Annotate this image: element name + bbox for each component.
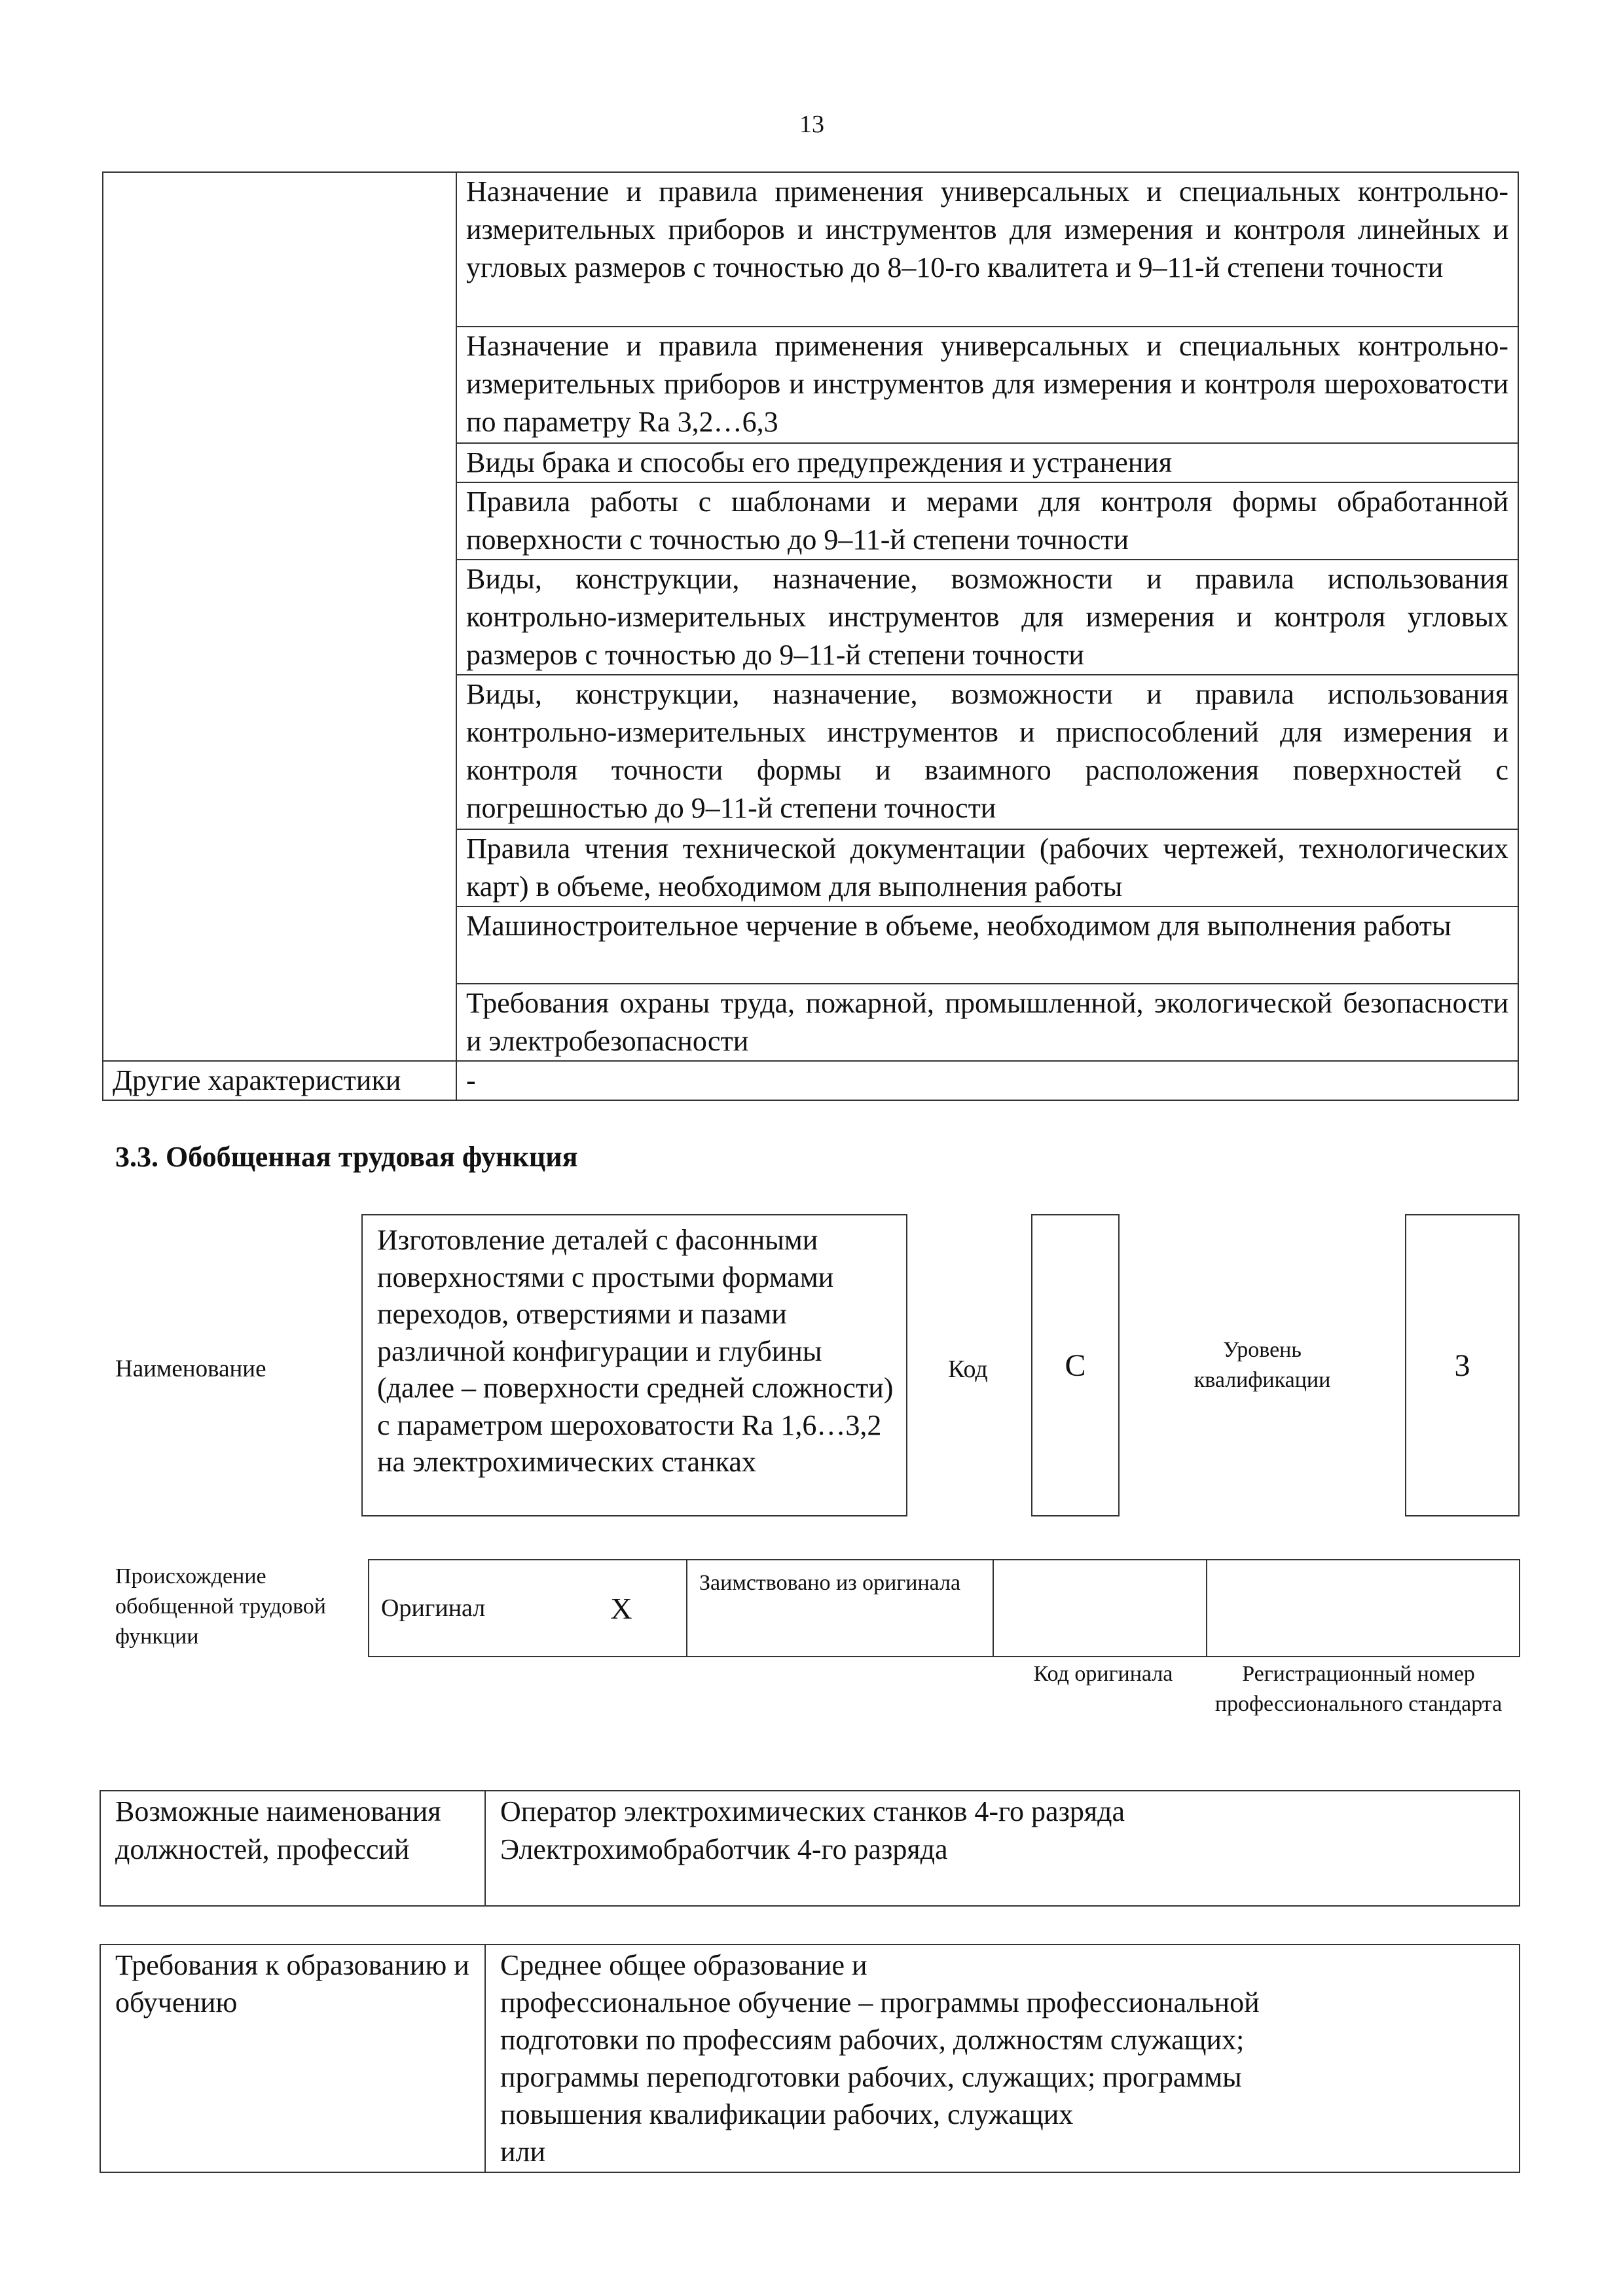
- code-label: Код: [948, 1355, 988, 1383]
- table-row: [103, 482, 1518, 560]
- positions-table: [100, 1790, 1520, 1907]
- table-row: [103, 984, 1518, 1061]
- education-label: Требования к образованию и обучению: [100, 1945, 485, 2172]
- table-row: [103, 829, 1518, 906]
- table-row: [103, 560, 1518, 675]
- table-row: [103, 675, 1518, 829]
- page-number: 13: [799, 111, 824, 138]
- knowledge-label-cell: [103, 984, 456, 1061]
- registration-number-cell: [1207, 1560, 1520, 1657]
- knowledge-label-cell: [103, 482, 456, 560]
- borrowed-label: Заимствовано из оригинала: [687, 1560, 993, 1657]
- original-mark: X: [556, 1560, 687, 1657]
- knowledge-item: Правила работы с шаблонами и мерами для контроля формы обработанной поверхности с точностью до 9–11-й степени точности: [456, 482, 1518, 560]
- positions-values: [485, 1791, 1520, 1906]
- knowledge-item: Машиностроительное черчение в объеме, необходимом для выполнения работы: [456, 906, 1518, 984]
- knowledge-label-cell: [103, 829, 456, 906]
- knowledge-label-cell: [103, 443, 456, 482]
- code-value: C: [1031, 1214, 1120, 1516]
- registration-number-caption: Регистрационный номер профессионального стандарта: [1214, 1662, 1503, 1716]
- education-table: [100, 1944, 1520, 2173]
- education-values: [485, 1945, 1520, 2172]
- original-code-caption: Код оригинала: [1033, 1662, 1173, 1686]
- origin-label: Происхождение обобщенной трудовой функции: [115, 1564, 326, 1649]
- knowledge-label-cell: [103, 906, 456, 984]
- knowledge-item: Виды, конструкции, назначение, возможности и правила использования контрольно-измерительных инструментов для измерения и контроля угловых размеров с точностью до 9–11-й степени точности: [456, 560, 1518, 675]
- position-item: Электрохимобработчик 4-го разряда: [500, 1833, 948, 1865]
- education-line: профессиональное обучение – программы профессиональной: [500, 1986, 1260, 2018]
- knowledge-label-cell: [103, 327, 456, 443]
- knowledge-label-cell: [103, 675, 456, 829]
- knowledge-item: Правила чтения технической документации (рабочих чертежей, технологических карт) в объеме, необходимом для выполнения работы: [456, 829, 1518, 906]
- name-label: Наименование: [115, 1355, 266, 1382]
- table-row: [369, 1560, 1520, 1657]
- education-line: или: [500, 2136, 546, 2168]
- knowledge-item: Назначение и правила применения универсальных и специальных контрольно-измерительных приборов и инструментов для измерения и контроля линейных и угловых размеров с точностью до 8–10-го квалитета и 9–11-й степени точности: [456, 172, 1518, 327]
- table-row: [103, 443, 1518, 482]
- table-row: [103, 1061, 1518, 1100]
- education-line: Среднее общее образование и: [500, 1949, 867, 1981]
- education-line: повышения квалификации рабочих, служащих: [500, 2098, 1074, 2130]
- knowledge-item: Требования охраны труда, пожарной, промышленной, экологической безопасности и электробезопасности: [456, 984, 1518, 1061]
- other-characteristics-label: Другие характеристики: [103, 1061, 456, 1100]
- knowledge-label-cell: [103, 172, 456, 327]
- origin-table: [368, 1559, 1520, 1657]
- education-line: программы переподготовки рабочих, служащих; программы: [500, 2061, 1242, 2093]
- section-heading: 3.3. Обобщенная трудовая функция: [115, 1141, 578, 1173]
- knowledge-table: [102, 171, 1519, 1101]
- table-row: [103, 172, 1518, 327]
- knowledge-item: Назначение и правила применения универсальных и специальных контрольно-измерительных приборов и инструментов для измерения и контроля шероховатости по параметру Ra 3,2…6,3: [456, 327, 1518, 443]
- table-row: [103, 327, 1518, 443]
- education-line: подготовки по профессиям рабочих, должностям служащих;: [500, 2024, 1245, 2056]
- original-label: Оригинал: [369, 1560, 556, 1657]
- knowledge-item: Виды, конструкции, назначение, возможности и правила использования контрольно-измерительных инструментов и приспособлений для измерения и контроля точности формы и взаимного расположения поверхностей с погрешностью до 9–11-й степени точности: [456, 675, 1518, 829]
- function-name-box: Изготовление деталей с фасонными поверхностями с простыми формами переходов, отверстиями и пазами различной конфигурации и глубины (далее – поверхности средней сложности) с параметром шероховатости Ra 1,6…3,2 на электрохимических станках: [361, 1214, 907, 1516]
- original-code-cell: [993, 1560, 1207, 1657]
- table-row: [100, 1945, 1520, 2172]
- qualification-level-label: Уровень квалификации: [1194, 1338, 1331, 1392]
- table-row: [103, 906, 1518, 984]
- knowledge-item: Виды брака и способы его предупреждения и устранения: [456, 443, 1518, 482]
- position-item: Оператор электрохимических станков 4-го разряда: [500, 1795, 1125, 1827]
- table-row: [100, 1791, 1520, 1906]
- qualification-level-value: 3: [1405, 1214, 1520, 1516]
- other-characteristics-value: -: [456, 1061, 1518, 1100]
- positions-label: Возможные наименования должностей, профессий: [100, 1791, 485, 1906]
- knowledge-label-cell: [103, 560, 456, 675]
